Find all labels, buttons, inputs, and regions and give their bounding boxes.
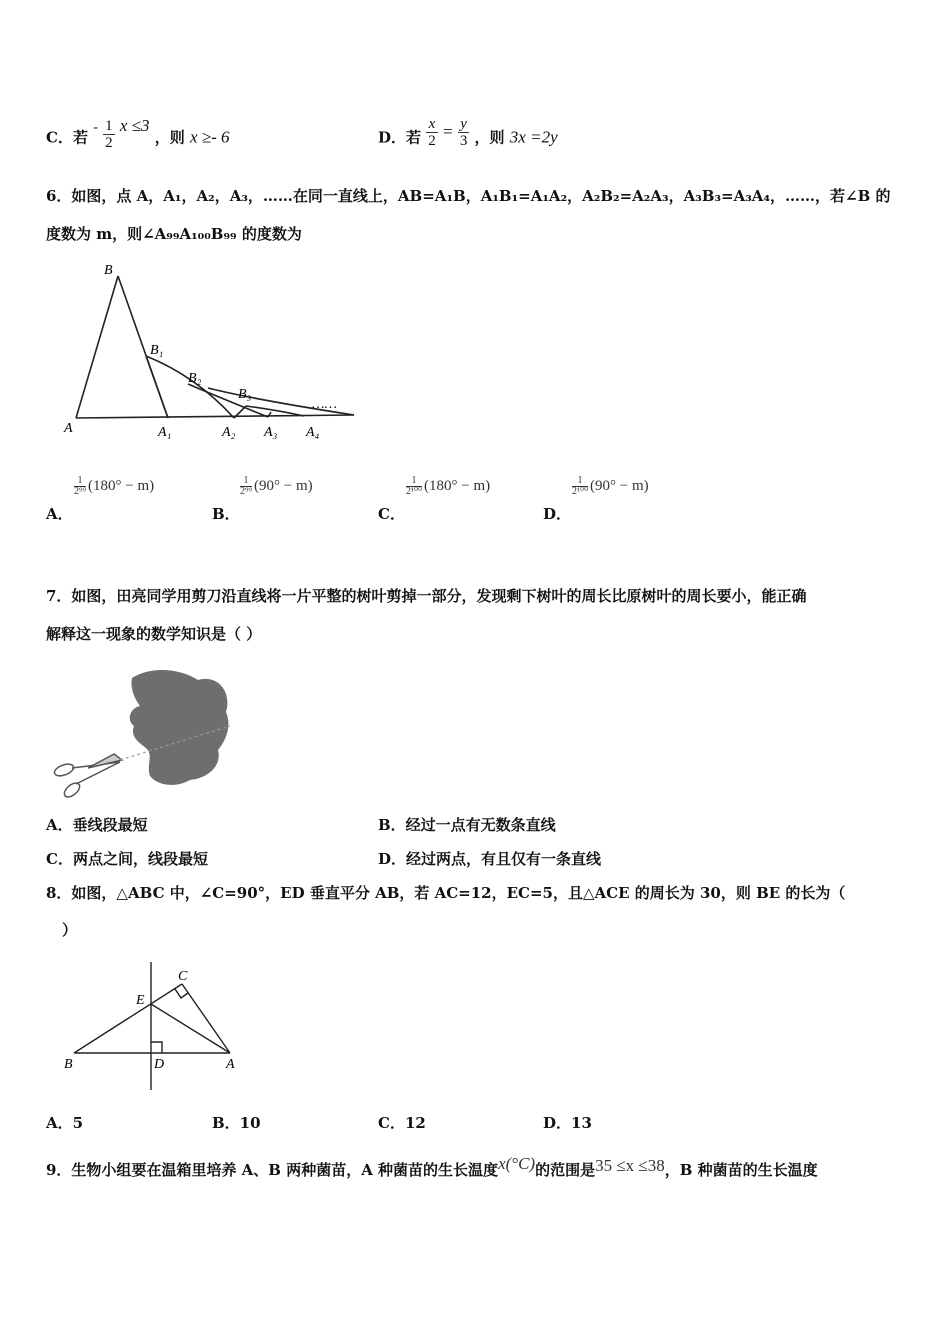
label-a2: A₂ [222,425,236,440]
q6-option-b-label: B． [212,505,240,523]
label-d: D [154,1057,165,1072]
q8-line1: 8．如图，△ABC 中，∠C=90°，ED 垂直平分 AB，若 AC=12，EC=5，且△ACE 的周长为 30，则 BE 的长为（ [46,884,846,902]
label-e: E [136,993,145,1008]
label-a: A [64,421,73,436]
q5-option-c: C．若 - $\frac{1}{2}$ x ≤3 ，则 x ≥- 6 [46,115,230,151]
q6-figure [56,258,361,443]
label-b: B [104,263,113,278]
q7-option-a: A．垂线段最短 [46,816,148,834]
q6-option-a-expr: $\frac{1}{\text{2⁹⁹}}$ (180° − m) [74,475,155,497]
q6-option-a-label: A． [46,505,73,523]
label-dots: …… [312,397,337,412]
label-a4: A₄ [306,425,320,440]
q7-option-d: D．经过两点，有且仅有一条直线 [378,850,602,868]
label-b3: B₃ [238,387,252,402]
q7-leaf-figure [50,664,235,802]
q6-line2: 度数为 m，则∠A₉₉A₁₀₀B₉₉ 的度数为 [46,225,302,243]
q5-option-d: D．若 $\frac{x}{2}$ = $\frac{y}{3}$ ，则 3x =2y [378,116,558,149]
label-a3: A₃ [264,425,278,440]
q6-option-c-label: C． [378,505,405,523]
label-c: C [178,969,188,984]
q9-line1: 9．生物小组要在温箱里培养 A、B 两种菌苗，A 种菌苗的生长温度x(°C)的范围是35 ≤x ≤38，B 种菌苗的生长温度 [46,1154,818,1179]
q6-option-d-label: D． [543,505,572,523]
label-a1: A₁ [158,425,172,440]
q6-line1: 6．如图，点 A，A₁，A₂，A₃，……在同一直线上，AB=A₁B，A₁B₁=A₁A₂，A₂B₂=A₂A₃，A₃B₃=A₃A₄，……，若∠B 的 [46,187,891,205]
q8-option-a: A．5 [46,1114,84,1132]
label-b: B [64,1057,73,1072]
q7-option-b: B．经过一点有无数条直线 [378,816,556,834]
label-a: A [226,1057,235,1072]
q7-line2: 解释这一现象的数学知识是（ ） [46,625,262,643]
q6-option-c-expr: $\frac{1}{\text{2¹⁰⁰}}$ (180° − m) [406,475,491,497]
q8-option-d: D．13 [543,1114,592,1132]
scissors-icon [53,754,122,800]
q7-option-c: C．两点之间，线段最短 [46,850,208,868]
q8-option-b: B．10 [212,1114,261,1132]
leaf-shape [130,670,229,785]
q6-option-d-expr: $\frac{1}{\text{2¹⁰⁰}}$ (90° − m) [572,475,649,497]
q8-option-c: C．12 [378,1114,426,1132]
q7-line1: 7．如图，田亮同学用剪刀沿直线将一片平整的树叶剪掉一部分，发现剩下树叶的周长比原树叶的周长要小，能正确 [46,587,807,605]
label-b2: B₂ [188,371,202,386]
label-b1: B₁ [150,343,164,358]
q6-option-b-expr: $\frac{1}{\text{2⁹⁹}}$ (90° − m) [240,475,313,497]
q8-line2: ） [62,921,78,939]
q8-figure [60,958,250,1094]
